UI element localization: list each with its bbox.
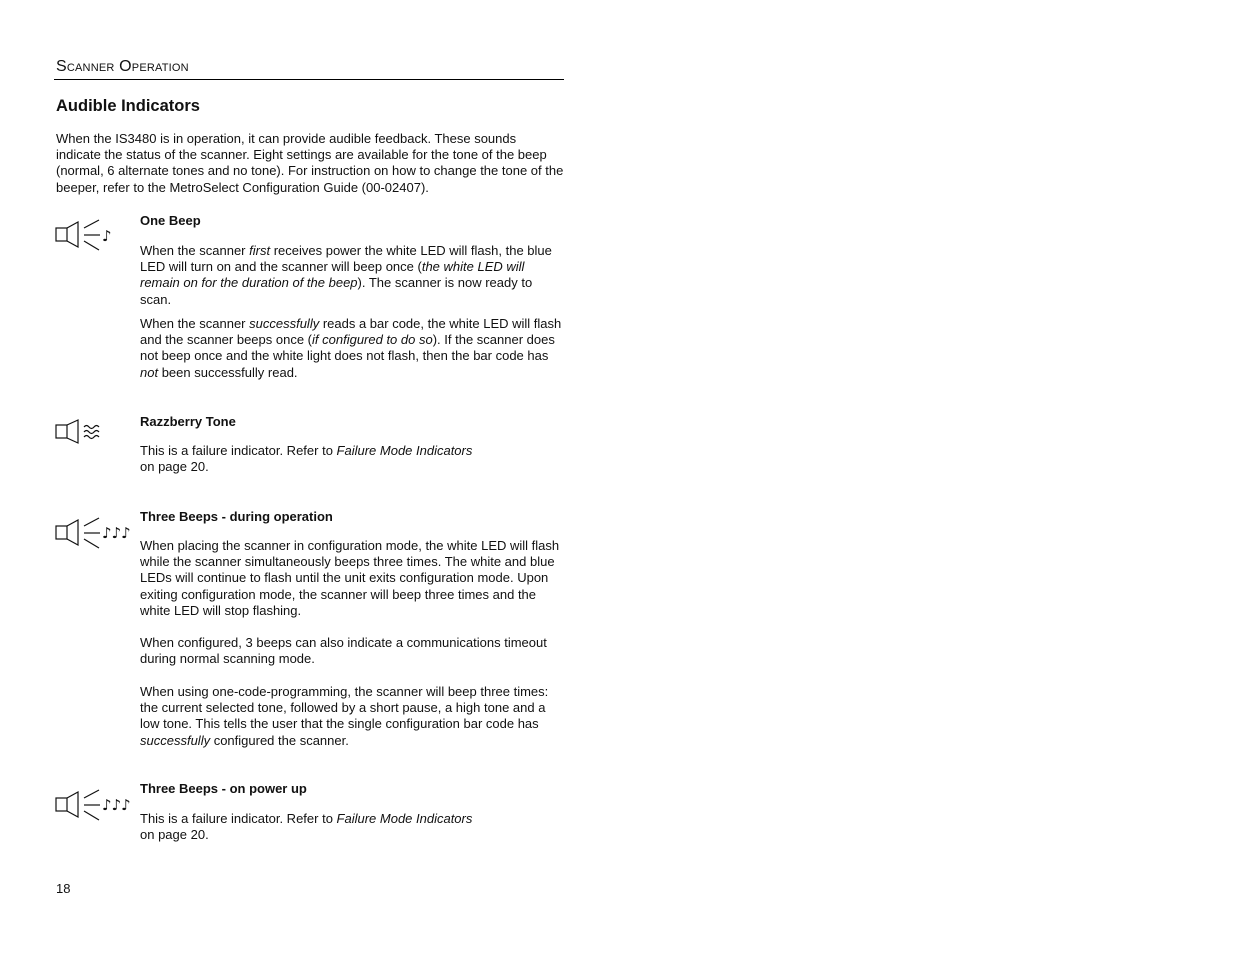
razzberry-paragraph: This is a failure indicator. Refer to Failure Mode Indicators on page 20. <box>140 443 473 475</box>
speaker-one-beep-icon <box>54 217 118 253</box>
speaker-three-beeps-icon <box>54 515 138 551</box>
three-beeps-operation-paragraph-1: When placing the scanner in configuration mode, the white LED will flash while the scanner simultaneously beeps three times. The white and blue LEDs will continue to flash until the unit exits configuration mode. Upon exiting configuration mode, the scanner will beep three times and the white LED will stop flashing. <box>140 538 560 618</box>
three-beeps-power-paragraph: This is a failure indicator. Refer to Failure Mode Indicators on page 20. <box>140 811 473 843</box>
page-number: 18 <box>56 881 71 896</box>
one-beep-paragraph-1: When the scanner first receives power the white LED will flash, the blue LED will turn on and the scanner will beep once (the white LED will remain on for the duration of the beep). The scanner is now ready to scan. <box>140 243 552 307</box>
three-beeps-power-heading: Three Beeps - on power up <box>140 781 307 796</box>
speaker-three-beeps-icon <box>54 787 138 823</box>
three-beeps-operation-paragraph-2: When configured, 3 beeps can also indicate a communications timeout during normal scanning mode. <box>140 635 547 667</box>
razzberry-heading: Razzberry Tone <box>140 414 236 429</box>
three-beeps-operation-heading: Three Beeps - during operation <box>140 509 333 524</box>
one-beep-paragraph-2: When the scanner successfully reads a bar code, the white LED will flash and the scanner beeps once (if configured to do so). If the scanner does not beep once and the white light does not flash, then the bar code has not been successfully read. <box>140 316 562 380</box>
svg-text:♪♪♪: ♪♪♪ <box>102 524 131 542</box>
header-rule <box>54 79 564 80</box>
one-beep-heading: One Beep <box>140 213 201 228</box>
three-beeps-operation-paragraph-3: When using one-code-programming, the scanner will beep three times: the current selected tone, followed by a short pause, a high tone and a low tone. This tells the user that the single configuration bar code has successfully configured the scanner. <box>140 684 549 748</box>
svg-text:♪: ♪ <box>102 227 112 245</box>
intro-paragraph: When the IS3480 is in operation, it can provide audible feedback. These sounds indicate the status of the scanner. Eight settings are available for the tone of the beep (normal, 6 alternate tones and no tone). For instruction on how to change the tone of the beeper, refer to the MetroSelect Configuration Guide (00-02407). <box>56 131 564 195</box>
page-title: Audible Indicators <box>56 97 200 115</box>
speaker-razzberry-icon <box>54 418 118 446</box>
section-header: Scanner Operation <box>56 58 189 75</box>
svg-text:♪♪♪: ♪♪♪ <box>102 796 131 814</box>
